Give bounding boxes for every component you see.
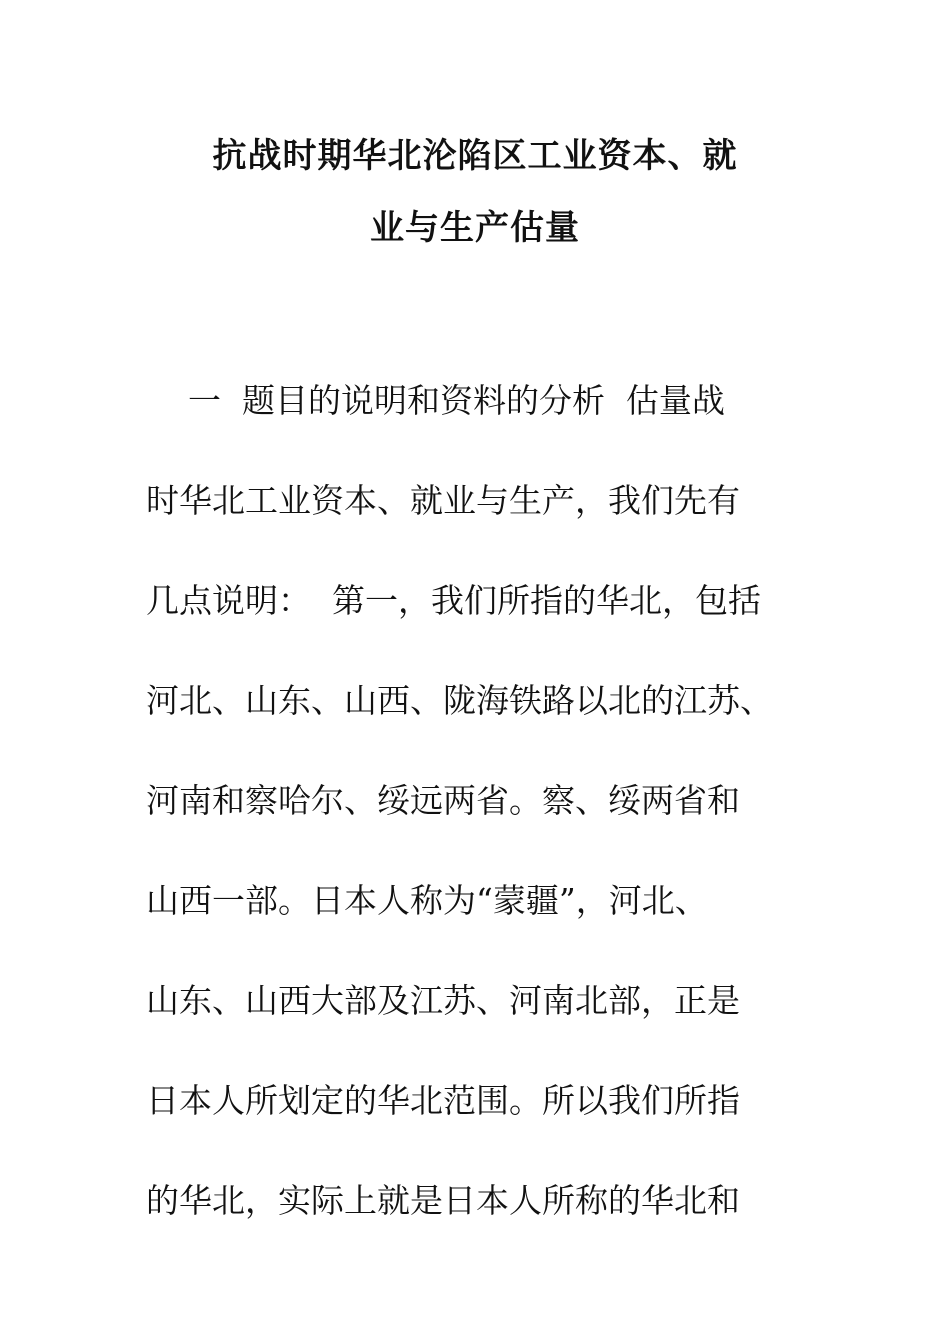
body-line-3: 几点说明： 第一，我们所指的华北，包括: [146, 581, 761, 620]
body-line-8: 日本人所划定的华北范围。所以我们所指: [146, 1081, 740, 1120]
document-title-line-2: 业与生产估量: [370, 208, 580, 248]
body-line-4: 河北、山东、山西、陇海铁路以北的江苏、: [146, 681, 773, 720]
body-line-6: 山西一部。日本人称为“蒙疆”，河北、: [146, 881, 708, 920]
body-line-2: 时华北工业资本、就业与生产，我们先有: [146, 481, 740, 520]
body-line-1: 一 题目的说明和资料的分析 估量战: [146, 381, 725, 420]
body-line-5: 河南和察哈尔、绥远两省。察、绥两省和: [146, 781, 740, 820]
document-title-line-1: 抗战时期华北沦陷区工业资本、就: [212, 136, 738, 176]
body-line-7: 山东、山西大部及江苏、河南北部，正是: [146, 981, 740, 1020]
body-line-9: 的华北，实际上就是日本人所称的华北和: [146, 1181, 740, 1220]
